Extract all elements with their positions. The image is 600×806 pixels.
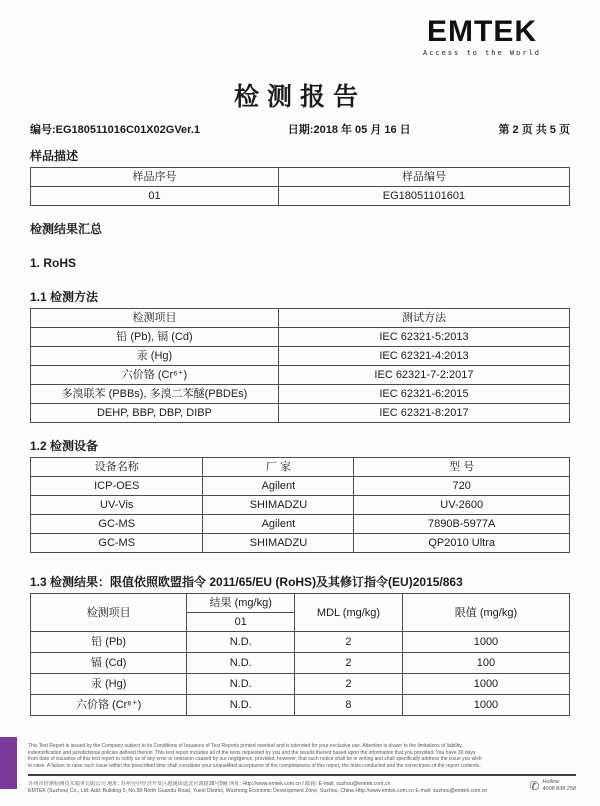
table-header-cell: 检测项目 bbox=[31, 594, 187, 632]
table-cell: 六价铬 (Cr⁶⁺) bbox=[31, 695, 187, 716]
table-cell: EG18051101601 bbox=[278, 187, 569, 206]
table-cell: UV-Vis bbox=[31, 496, 203, 515]
table-cell: 1000 bbox=[402, 674, 569, 695]
method-table bbox=[30, 308, 570, 423]
rohs-heading: 1. RoHS bbox=[30, 256, 77, 270]
table-cell: 7890B-5977A bbox=[354, 515, 570, 534]
table-cell: IEC 62321-8:2017 bbox=[278, 404, 569, 423]
table-cell: Agilent bbox=[203, 515, 354, 534]
table-row bbox=[31, 674, 570, 695]
table-row bbox=[31, 534, 570, 553]
table-cell: 铅 (Pb), 镉 (Cd) bbox=[31, 328, 279, 347]
table-cell: 多溴联苯 (PBBs), 多溴二苯醚(PBDEs) bbox=[31, 385, 279, 404]
table-cell: N.D. bbox=[187, 632, 295, 653]
equipment-heading: 1.2 检测设备 bbox=[30, 439, 99, 453]
table-cell: IEC 62321-6:2015 bbox=[278, 385, 569, 404]
table-header-row bbox=[31, 594, 570, 613]
report-meta-row bbox=[30, 121, 570, 137]
table-header-cell: 限值 (mg/kg) bbox=[402, 594, 569, 632]
table-header-cell: 厂 家 bbox=[203, 458, 354, 477]
equipment-table bbox=[30, 457, 570, 553]
table-row bbox=[31, 653, 570, 674]
table-cell: SHIMADZU bbox=[203, 534, 354, 553]
company-info bbox=[28, 781, 523, 795]
emtek-logo bbox=[412, 16, 552, 57]
table-header-cell: 检测项目 bbox=[31, 309, 279, 328]
company-info-cn: 苏州市倍测检测技术服务有限公司 地址: 苏州吴中经济开发区越溪街道北官渡路38号5幢 网址: Http://www.emtek.com.cn / 邮箱: E-mail: suzhou@emtek.com.cn bbox=[28, 781, 391, 787]
hotline-label: Hotline bbox=[542, 779, 560, 785]
table-row bbox=[31, 404, 570, 423]
table-cell: 2 bbox=[295, 653, 403, 674]
footer-divider bbox=[28, 774, 576, 776]
table-header-cell: 样品序号 bbox=[31, 168, 279, 187]
table-cell: 汞 (Hg) bbox=[31, 674, 187, 695]
table-cell: SHIMADZU bbox=[203, 496, 354, 515]
table-cell: N.D. bbox=[187, 653, 295, 674]
table-row bbox=[31, 695, 570, 716]
report-date: 日期:2018 年 05 月 16 日 bbox=[287, 124, 411, 136]
result-heading: 1.3 检测结果：限值依照欧盟指令 2011/65/EU (RoHS)及其修订指令(EU)2015/863 bbox=[30, 575, 463, 589]
emtek-logo-text: EMTEK bbox=[427, 15, 537, 48]
table-header-row bbox=[31, 458, 570, 477]
disclaimer-line: This Test Report is issued by the Company subject to its Conditions of Issuance of Test Reports printed overleaf and is intended for your exclusive use. Attention is drawn to the limitations of liability, bbox=[28, 743, 463, 749]
table-cell: 镉 (Cd) bbox=[31, 653, 187, 674]
table-cell: QP2010 Ultra bbox=[354, 534, 570, 553]
table-row bbox=[31, 328, 570, 347]
table-cell: IEC 62321-5:2013 bbox=[278, 328, 569, 347]
table-row bbox=[31, 347, 570, 366]
company-info-en: EMTEK (Suzhou) Co., Ltd. Add: Building 5, No.38 North Guandu Road, Yuexi District, Wuzhong Economic Development Zone, Suzhou, China Http://www.emtek.com.cn E-mail: suzhou@emtek.com.cn bbox=[28, 788, 488, 795]
table-row bbox=[31, 477, 570, 496]
table-cell: 汞 (Hg) bbox=[31, 347, 279, 366]
table-row bbox=[31, 515, 570, 534]
table-cell: GC-MS bbox=[31, 534, 203, 553]
table-cell: N.D. bbox=[187, 695, 295, 716]
table-cell: 100 bbox=[402, 653, 569, 674]
disclaimer-line: from date of issuance of this test report to notify us of any error or omission caused by our negligence, provided, however, that such notice shall be in writing and shall specifically address the issue you wish bbox=[28, 756, 482, 763]
report-title: 检测报告 bbox=[233, 83, 366, 111]
result-table bbox=[30, 593, 570, 716]
table-row bbox=[31, 366, 570, 385]
table-cell: 六价铬 (Cr⁶⁺) bbox=[31, 366, 279, 385]
table-cell: DEHP, BBP, DBP, DIBP bbox=[31, 404, 279, 423]
table-header-row bbox=[31, 168, 570, 187]
disclaimer-line: to raise. A failure to raise such issue within the prescribed time shall constitute your unqualified acceptance of the completeness of this report, the tests conducted and the correctness of the report contents. bbox=[28, 762, 481, 769]
table-header-cell: 01 bbox=[187, 613, 295, 632]
table-cell: IEC 62321-4:2013 bbox=[278, 347, 569, 366]
table-cell: Agilent bbox=[203, 477, 354, 496]
table-header-cell: 设备名称 bbox=[31, 458, 203, 477]
hotline-number: 4008 838 258 bbox=[542, 785, 576, 792]
table-cell: 1000 bbox=[402, 695, 569, 716]
disclaimer bbox=[28, 743, 576, 769]
emtek-logo-tagline: Access to the World bbox=[422, 49, 542, 57]
table-cell: 8 bbox=[295, 695, 403, 716]
table-row bbox=[31, 632, 570, 653]
disclaimer-line: indemnification and jurisdictional policies defined therein. This test report includes all of the tests requested by you and the results thereof based upon the information that you provided. You have 30 days bbox=[28, 749, 476, 756]
table-row bbox=[31, 385, 570, 404]
table-cell: GC-MS bbox=[31, 515, 203, 534]
hotline bbox=[529, 779, 576, 792]
table-cell: ICP-OES bbox=[31, 477, 203, 496]
hotline-phone-icon: ✆ bbox=[529, 778, 540, 793]
table-header-cell: 测试方法 bbox=[278, 309, 569, 328]
table-header-cell: MDL (mg/kg) bbox=[295, 594, 403, 632]
table-header-cell: 样品编号 bbox=[278, 168, 569, 187]
summary-heading: 检测结果汇总 bbox=[30, 222, 103, 236]
sample-description-heading: 样品描述 bbox=[30, 149, 79, 163]
table-cell: N.D. bbox=[187, 674, 295, 695]
table-header-cell: 结果 (mg/kg) bbox=[187, 594, 295, 613]
table-cell: 720 bbox=[354, 477, 570, 496]
table-cell: 1000 bbox=[402, 632, 569, 653]
table-cell: UV-2600 bbox=[354, 496, 570, 515]
table-header-cell: 型 号 bbox=[354, 458, 570, 477]
table-cell: 铅 (Pb) bbox=[31, 632, 187, 653]
page-indicator: 第 2 页 共 5 页 bbox=[498, 124, 570, 136]
table-row bbox=[31, 187, 570, 206]
table-cell: IEC 62321-7-2:2017 bbox=[278, 366, 569, 385]
sample-table bbox=[30, 167, 570, 206]
report-number: 编号:EG180511016C01X02GVer.1 bbox=[30, 124, 201, 136]
hotline-text bbox=[542, 779, 576, 792]
table-row bbox=[31, 496, 570, 515]
scan-artifact-bar bbox=[0, 737, 17, 789]
table-cell: 01 bbox=[31, 187, 279, 206]
table-header-row bbox=[31, 309, 570, 328]
method-heading: 1.1 检测方法 bbox=[30, 290, 99, 304]
table-cell: 2 bbox=[295, 674, 403, 695]
table-cell: 2 bbox=[295, 632, 403, 653]
